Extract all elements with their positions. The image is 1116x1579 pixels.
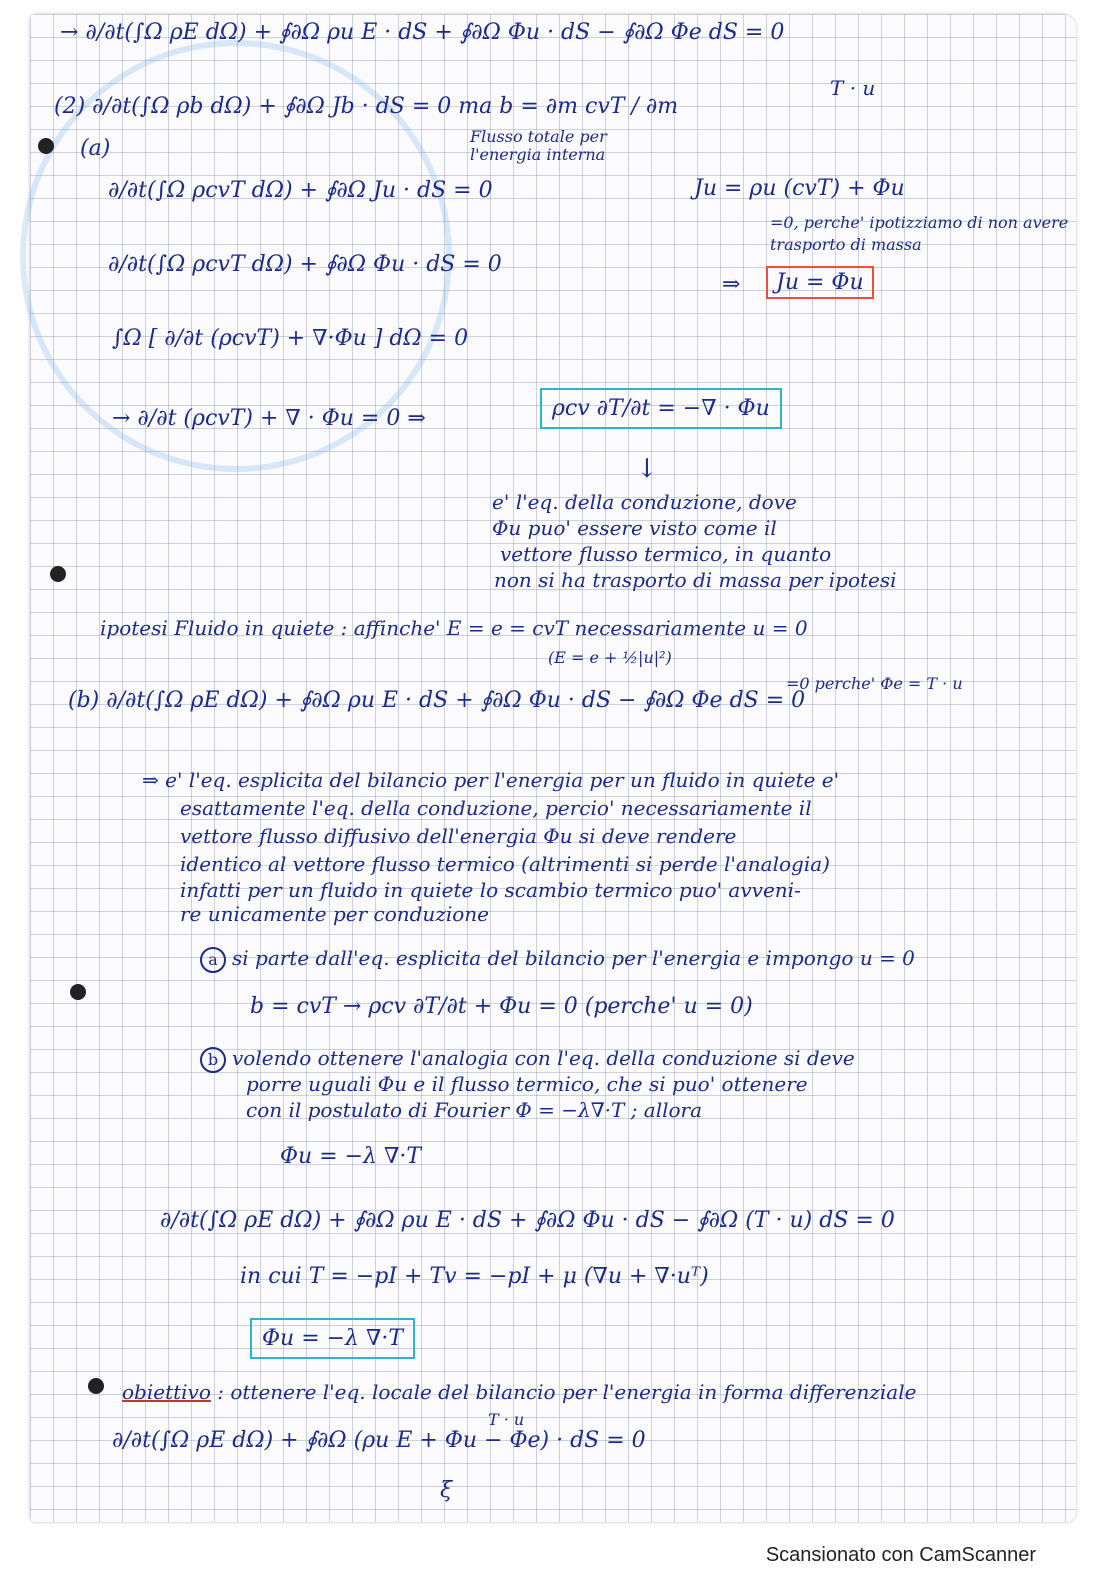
note-line: infatti per un fluido in quiete lo scambio termico puo' avveni-: [180, 878, 801, 902]
note-line: b volendo ottenere l'analogia con l'eq. della conduzione si deve: [200, 1046, 855, 1073]
binder-hole: [38, 138, 54, 154]
binder-hole: [70, 984, 86, 1000]
note-line: ⇒ e' l'eq. esplicita del bilancio per l'energia per un fluido in quiete e': [142, 768, 840, 792]
hypothesis-line: ipotesi Fluido in quiete : affinche' E = e = cvT necessariamente u = 0: [100, 616, 808, 640]
equation-line: ∂/∂t(∫Ω ρE dΩ) + ∮∂Ω ρu E · dS + ∮∂Ω Φu · dS − ∮∂Ω (T · u) dS = 0: [160, 1208, 895, 1233]
binder-hole: [50, 566, 66, 582]
note-line: T · u: [488, 1410, 525, 1429]
note-line: non si ha trasporto di massa per ipotesi: [494, 568, 897, 592]
highlight-box-cyan: ρcv ∂T/∂t = −∇ · Φu: [540, 388, 782, 429]
scanner-footer: Scansionato con CamScanner: [765, 1544, 1036, 1566]
highlight-box-cyan: Φu = −λ ∇·T: [250, 1318, 415, 1359]
equation-line: ∂/∂t(∫Ω ρcvT dΩ) + ∮∂Ω Ju · dS = 0: [108, 178, 493, 203]
binder-hole: [88, 1378, 104, 1394]
note-line: =0 perche' Φe = T · u: [786, 674, 963, 693]
note-line: Φu puo' essere visto come il: [492, 516, 777, 540]
equation-line: → ∂/∂t(∫Ω ρE dΩ) + ∮∂Ω ρu E · dS + ∮∂Ω Φu · dS − ∮∂Ω Φe dS = 0: [60, 20, 785, 45]
note-line: vettore flusso termico, in quanto: [500, 542, 832, 566]
note-line: obiettivo : ottenere l'eq. locale del bilancio per l'energia in forma differenziale: [122, 1380, 917, 1404]
note-line: e' l'eq. della conduzione, dove: [492, 490, 797, 514]
down-arrow-icon: ↓: [636, 454, 658, 484]
section-label: (a): [80, 136, 111, 161]
note-line: vettore flusso diffusivo dell'energia Φu si deve rendere: [180, 824, 737, 848]
equation-line: Ju = ρu (cvT) + Φu: [694, 176, 905, 201]
circled-label: a: [200, 947, 226, 973]
note-line: =0, perche' ipotizziamo di non avere trasporto di massa: [770, 213, 1069, 254]
note-line: a si parte dall'eq. esplicita del bilancio per l'energia e impongo u = 0: [200, 946, 915, 973]
circled-label: b: [200, 1047, 226, 1073]
note-line: re unicamente per conduzione: [180, 902, 490, 926]
note-line: esattamente l'eq. della conduzione, percio' necessariamente il: [180, 796, 812, 820]
equation-line: ∂/∂t(∫Ω ρE dΩ) + ∮∂Ω (ρu E + Φu − Φe) · dS = 0: [112, 1428, 646, 1453]
note-line: Flusso totale per l'energia interna: [470, 127, 607, 164]
equation-line: in cui T = −pI + Tv = −pI + μ (∇u + ∇·uᵀ): [240, 1264, 709, 1289]
arrow-symbol: ⇒: [722, 272, 741, 297]
note-line: porre uguali Φu e il flusso termico, che si puo' ottenere: [246, 1072, 808, 1096]
equation-line: → ∂/∂t (ρcvT) + ∇ · Φu = 0 ⇒: [112, 406, 426, 431]
equation-line: (2) ∂/∂t(∫Ω ρb dΩ) + ∮∂Ω Jb · dS = 0 ma b = ∂m cvT / ∂m: [54, 94, 679, 119]
equation-line: b = cvT → ρcv ∂T/∂t + Φu = 0 (perche' u = 0): [250, 994, 753, 1019]
equation-symbol: ξ: [440, 1478, 453, 1503]
note-line: identico al vettore flusso termico (altrimenti si perde l'analogia): [180, 852, 830, 876]
note-line: (E = e + ½|u|²): [548, 648, 672, 667]
highlight-box-red: Ju = Φu: [766, 266, 874, 299]
equation-line: ∫Ω [ ∂/∂t (ρcvT) + ∇·Φu ] dΩ = 0: [112, 326, 469, 351]
equation-line: (b) ∂/∂t(∫Ω ρE dΩ) + ∮∂Ω ρu E · dS + ∮∂Ω Φu · dS − ∮∂Ω Φe dS = 0: [68, 688, 806, 713]
equation-line: ∂/∂t(∫Ω ρcvT dΩ) + ∮∂Ω Φu · dS = 0: [108, 252, 502, 277]
note-line: T · u: [830, 76, 876, 100]
equation-line: Φu = −λ ∇·T: [280, 1144, 422, 1169]
note-line: con il postulato di Fourier Φ = −λ∇·T ; allora: [246, 1098, 703, 1122]
